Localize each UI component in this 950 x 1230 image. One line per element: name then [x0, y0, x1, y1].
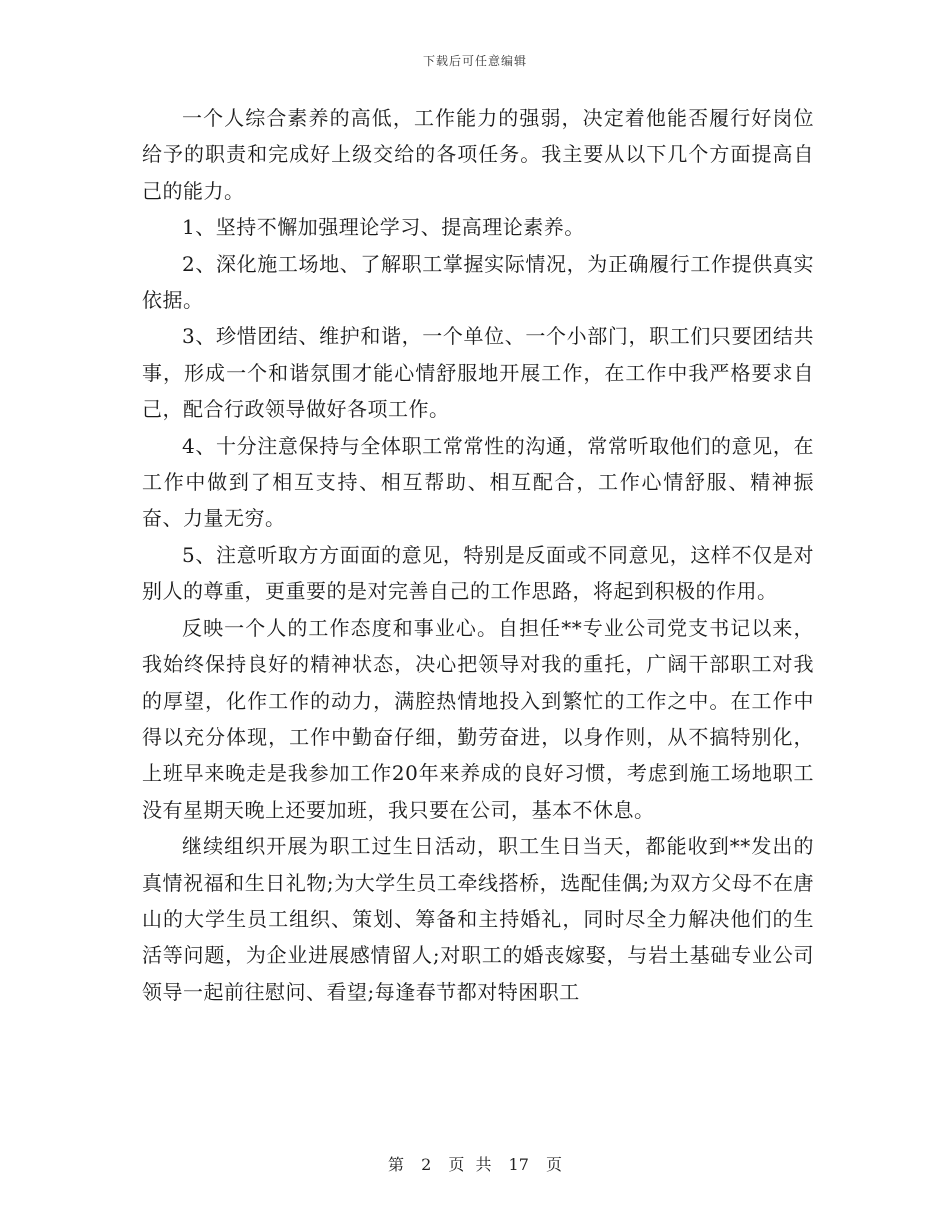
paragraph-item-1: 1、坚持不懈加强理论学习、提高理论素养。	[182, 215, 585, 240]
paragraph-item-2: 2、深化施工场地、了解职工掌握实际情况，为正确履行工作提供真实依据。	[142, 251, 814, 313]
paragraph-item-4: 4、十分注意保持与全体职工常常性的沟通，常常听取他们的意见，在工作中做到了相互支持、相互帮助、相互配合，工作心情舒服、精神振奋、力量无穷。	[142, 433, 814, 531]
footer-suffix: 页	[546, 1155, 563, 1174]
paragraph-attitude: 反映一个人的工作态度和事业心。自担任**专业公司党支书记以来，我始终保持良好的精神状态，决心把领导对我的重托，广阔干部职工对我的厚望，化作工作的动力，满腔热情地投入到繁忙的工作之中。在工作中得以充分体现，工作中勤奋仔细，勤劳奋进，以身作则，从不搞特别化，上班早来晚走是我参加工作20年来养成的良好习惯，考虑到施工场地职工没有星期天晚上还要加班，我只要在公司，基本不休息。	[142, 615, 814, 822]
paragraph-intro: 一个人综合素养的高低，工作能力的强弱，决定着他能否履行好岗位给予的职责和完成好上级交给的各项任务。我主要从以下几个方面提高自己的能力。	[142, 106, 814, 203]
footer-total-pages: 17	[508, 1155, 529, 1174]
page-footer	[0, 1152, 950, 1175]
footer-page-number: 2	[421, 1155, 432, 1174]
paragraph-care: 继续组织开展为职工过生日活动，职工生日当天，都能收到**发出的真情祝福和生日礼物;为大学生员工牵线搭桥，选配佳偶;为双方父母不在唐山的大学生员工组织、策划、筹备和主持婚礼，同时尽全力解决他们的生活等问题，为企业进展感情留人;对职工的婚丧嫁娶，与岩土基础专业公司领导一起前往慰问、看望;每逢春节都对特困职工	[142, 834, 814, 1004]
paragraph-item-5: 5、注意听取方方面面的意见，特别是反面或不同意见，这样不仅是对别人的尊重，更重要的是对完善自己的工作思路，将起到积极的作用。	[142, 542, 814, 604]
page-header-note: 下载后可任意编辑	[422, 54, 527, 68]
paragraph-item-3: 3、珍惜团结、维护和谐，一个单位、一个小部门，职工们只要团结共事，形成一个和谐氛围才能心情舒服地开展工作，在工作中我严格要求自己，配合行政领导做好各项工作。	[142, 324, 814, 422]
footer-middle: 页 共	[448, 1155, 492, 1174]
document-body	[142, 100, 814, 1010]
footer-prefix: 第	[387, 1155, 404, 1174]
